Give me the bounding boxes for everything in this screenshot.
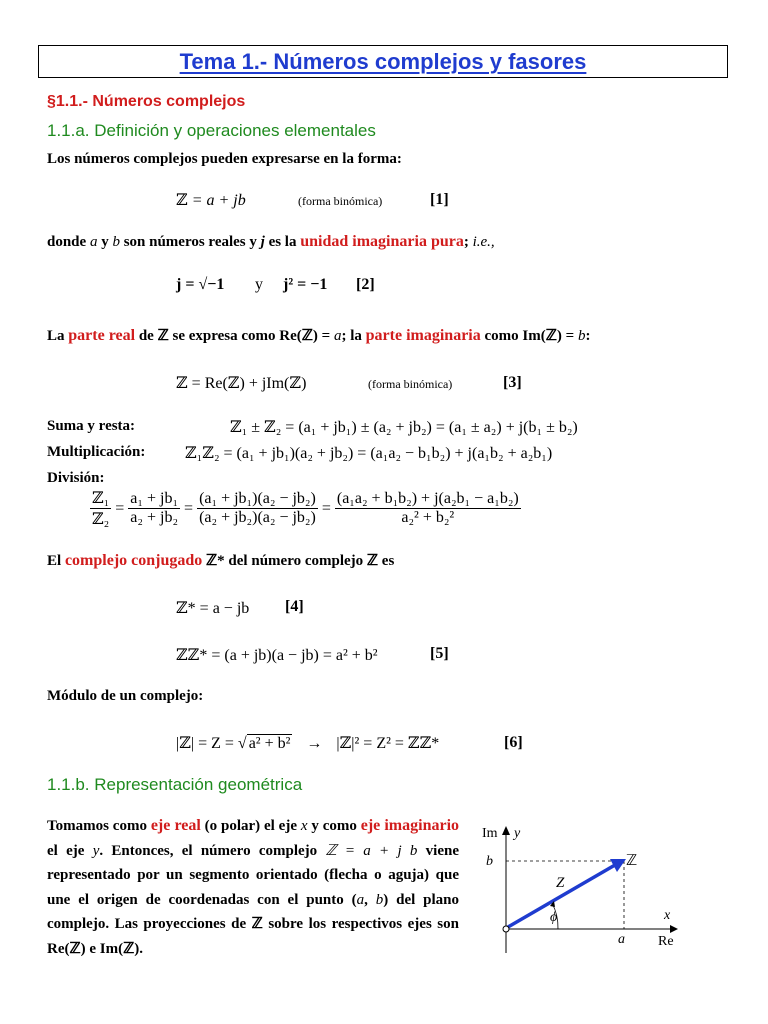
- eq3-note: (forma binómica): [368, 377, 453, 391]
- y-label: y: [514, 826, 521, 841]
- equation-5: ℤℤ* = (a + jb)(a − jb) = a² + b²: [176, 647, 378, 664]
- origin-point: [503, 926, 509, 932]
- var-j: j: [260, 234, 265, 250]
- section-heading: §1.1.- Números complejos: [47, 93, 246, 110]
- eq1-lhs: ℤ: [176, 192, 188, 209]
- var-b: b: [112, 234, 120, 250]
- text-fragment: como Im(ℤ) =: [480, 328, 578, 344]
- equation-4: ℤ* = a − jb: [176, 600, 250, 617]
- eq2-tag: [2]: [356, 276, 375, 293]
- mul-equation: ℤ₁ℤ₂ = (a₁ + jb₁)(a₂ + jb₂) = (a₁a₂ − b₁b₂) + j(a₁b₂ + a₂b₁): [185, 445, 553, 462]
- eq6-left: |ℤ| = Z =: [176, 735, 238, 752]
- text-fragment: son números reales y: [119, 234, 261, 250]
- text-fragment: ℤ* del número complejo ℤ es: [202, 553, 395, 569]
- b-label: b: [486, 854, 493, 869]
- var-x: x: [300, 818, 308, 834]
- subsection-a-heading: 1.1.a. Definición y operaciones elementales: [47, 121, 376, 140]
- highlight-parte-real: parte real: [68, 327, 136, 344]
- text-fragment: Tomamos como: [47, 818, 151, 834]
- fraction: [197, 490, 318, 527]
- fraction: [335, 490, 521, 527]
- sum-label: Suma y resta:: [47, 418, 136, 434]
- z-point-label: ℤ: [626, 853, 638, 869]
- fraction: [90, 488, 111, 529]
- frac-num: (a₁a₂ + b₁b₂) + j(a₂b₁ − a₁b₂): [336, 490, 519, 507]
- frac-num: ℤ₁: [92, 490, 110, 507]
- complex-plane-diagram: [470, 815, 690, 955]
- eq1-tag: [1]: [430, 191, 449, 208]
- ie-text: i.e.,: [472, 234, 495, 250]
- text-fragment: :: [585, 328, 591, 344]
- a-label: a: [618, 932, 625, 947]
- conjugate-line: [47, 551, 394, 570]
- equation-3: ℤ = Re(ℤ) + jIm(ℤ): [176, 375, 307, 392]
- x-axis-arrowhead: [670, 925, 678, 933]
- text-fragment: de ℤ se expresa como Re(ℤ) =: [135, 328, 334, 344]
- geometric-paragraph: [47, 814, 459, 961]
- text-fragment: (o polar) el eje: [200, 818, 301, 834]
- page-title: Tema 1.- Números complejos y fasores: [179, 49, 587, 74]
- highlight-eje-real: eje real: [150, 817, 201, 834]
- division-equation: $\frac{\text{ℤ₁}}{\text{ℤ₂}}$ = $\frac{\text{a₁ + jb₁}}{\text{a₂ + jb₂}}$ = $\frac{\text{(a₁ + jb₁)(a₂ − jb₂)}}{\text{(a₂ + jb₂)(a₂ − jb₂)}}$ = $\frac{\text{(a₁a₂ + b₁b₂) + j(a₂b₁ − a₁b₂)}}{\text{a₂² + b₂²}}$: [92, 490, 519, 528]
- highlight-eje-imaginario: eje imaginario: [360, 817, 460, 834]
- equation-1: [176, 190, 246, 210]
- var-a: a: [333, 328, 342, 344]
- title-box: [38, 45, 728, 78]
- text-fragment: . Entonces, el número complejo: [99, 842, 326, 859]
- equation-2-a: j = √−1: [176, 276, 225, 293]
- phi-label: ϕ: [550, 910, 558, 925]
- eq4-tag: [4]: [285, 598, 304, 615]
- subsection-b-heading: 1.1.b. Representación geométrica: [47, 775, 303, 794]
- div-label: División:: [47, 470, 105, 486]
- frac-num: a₁ + jb₁: [130, 490, 179, 507]
- eq5-tag: [5]: [430, 645, 449, 662]
- highlight-complejo-conjugado: complejo conjugado: [64, 552, 203, 569]
- equation-6: |ℤ| = Z = √ a² + b² → |ℤ|² = Z² = ℤℤ*: [176, 735, 440, 752]
- var-a: a: [356, 891, 365, 908]
- highlight-parte-imaginaria: parte imaginaria: [365, 327, 481, 344]
- highlight-unidad-imaginaria: unidad imaginaria pura: [300, 233, 464, 250]
- text-fragment: es la: [264, 234, 301, 250]
- text-fragment: donde: [47, 234, 90, 250]
- text-fragment: ,: [364, 891, 376, 908]
- modulus-label: Módulo de un complejo:: [47, 688, 204, 704]
- text-fragment: ;: [463, 234, 473, 250]
- eq3-tag: [3]: [503, 374, 522, 391]
- eq6-right: |ℤ|² = Z² = ℤℤ*: [336, 735, 440, 752]
- text-fragment: El: [47, 553, 65, 569]
- text-fragment: ) del plano complejo. Las proyecciones de ℤ sobre los respectivos ejes son Re(ℤ) e Im(ℤ).: [47, 891, 460, 957]
- definition-line: [47, 233, 495, 251]
- fraction: [128, 490, 180, 527]
- frac-den: ℤ₂: [92, 511, 110, 528]
- text-fragment: viene representado por un segmento orientado (flecha o aguja) que une el origen de coordenadas con el punto (: [47, 842, 459, 908]
- sum-equation: ℤ₁ ± ℤ₂ = (a₁ + jb₁) ± (a₂ + jb₂) = (a₁ ± a₂) + j(b₁ ± b₂): [230, 419, 578, 436]
- var-b: b: [375, 891, 384, 908]
- im-label: Im: [482, 826, 498, 841]
- text-fragment: y como: [307, 818, 361, 834]
- modulus-label-z: Z: [556, 875, 565, 891]
- frac-den: a₂ + jb₂: [130, 509, 179, 526]
- mul-label: Multiplicación:: [47, 444, 146, 460]
- re-label: Re: [658, 934, 674, 949]
- frac-num: (a₁ + jb₁)(a₂ − jb₂): [199, 490, 316, 507]
- y-axis-arrowhead: [502, 826, 510, 835]
- text-fragment: y: [97, 234, 113, 250]
- text-fragment: ; la: [341, 328, 366, 344]
- var-y: y: [92, 842, 100, 859]
- z-expression: ℤ = a + j b: [325, 842, 418, 859]
- equation-2-y: y: [255, 276, 263, 293]
- real-imag-line: [47, 326, 590, 345]
- var-a: a: [89, 234, 98, 250]
- x-label: x: [664, 908, 671, 923]
- frac-den: a₂² + b₂²: [401, 509, 455, 526]
- arrow-icon: →: [306, 735, 323, 752]
- equation-2-b: j² = −1: [283, 276, 328, 293]
- frac-den: (a₂ + jb₂)(a₂ − jb₂): [199, 509, 316, 526]
- eq1-rhs: = a + jb: [191, 192, 246, 209]
- eq6-radicand: a² + b²: [248, 735, 291, 752]
- eq1-note: (forma binómica): [298, 194, 383, 208]
- eq6-tag: [6]: [504, 734, 523, 751]
- var-b: b: [577, 328, 586, 344]
- text-fragment: La: [47, 328, 69, 344]
- intro-text: Los números complejos pueden expresarse en la forma:: [47, 151, 402, 167]
- text-fragment: el eje: [47, 842, 93, 859]
